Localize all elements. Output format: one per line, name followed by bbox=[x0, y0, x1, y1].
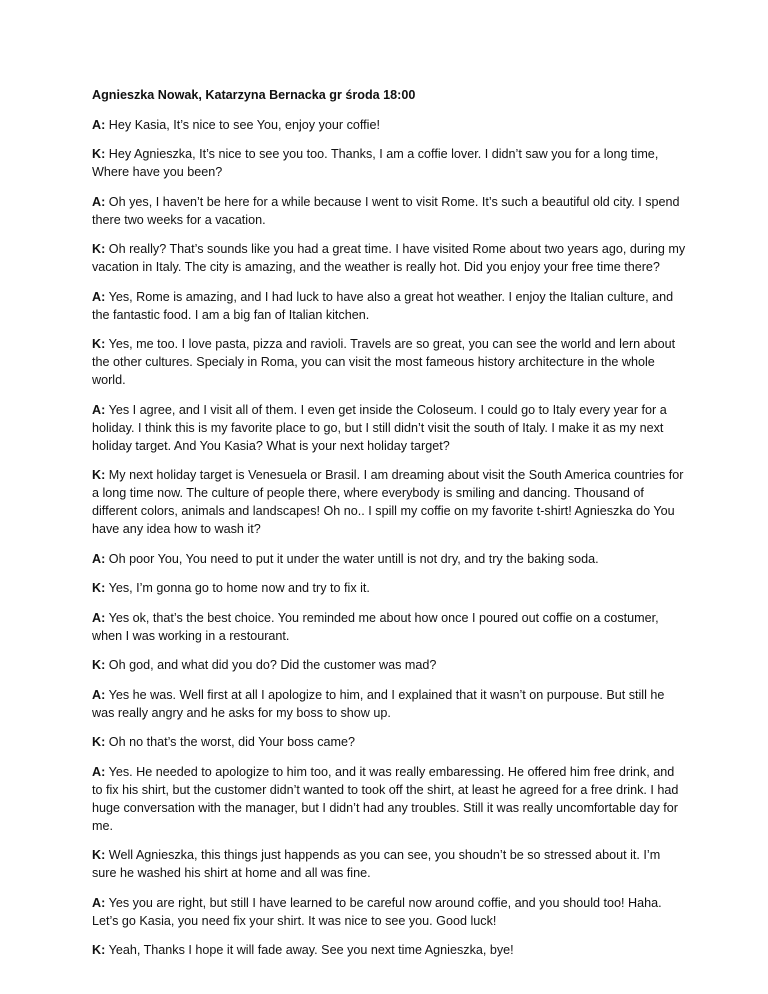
dialogue-text: Yes, I’m gonna go to home now and try to fix it. bbox=[108, 581, 370, 595]
dialogue-line bbox=[92, 686, 686, 722]
dialogue-line bbox=[92, 733, 686, 751]
speaker-label: A: bbox=[92, 117, 106, 132]
dialogue-text: Yes. He needed to apologize to him too, and it was really embaressing. He offered him free drink, and to fix his shirt, but the customer didn’t wanted to took off the shirt, at least he agreed for a free drink. I had huge conversation with the manager, but I didn’t had any troubles. Still it was really uncomfortable day for me. bbox=[92, 764, 679, 833]
dialogue-text: Yes he was. Well first at all I apologize to him, and I explained that it wasn’t on purpouse. But still he was really angry and he asks for my boss to show up. bbox=[92, 687, 665, 720]
dialogue-line bbox=[92, 941, 686, 959]
dialogue-text: My next holiday target is Venesuela or Brasil. I am dreaming about visit the South America countries for a long time now. The culture of people there, where everybody is smiling and dancing. Thousand of different colors, animals and landscapes! Oh no.. I spill my coffie on my favorite t-shirt! Agnieszka do You have any idea how to wash it? bbox=[92, 468, 684, 536]
dialogue-line bbox=[92, 401, 686, 455]
speaker-label: K: bbox=[92, 468, 106, 482]
speaker-label: A: bbox=[92, 402, 106, 417]
speaker-label: K: bbox=[92, 337, 106, 351]
speaker-label: A: bbox=[92, 551, 106, 566]
speaker-label: K: bbox=[92, 848, 106, 862]
speaker-label: K: bbox=[92, 943, 106, 957]
dialogue-line bbox=[92, 116, 686, 134]
speaker-label: A: bbox=[92, 194, 106, 209]
dialogue-line bbox=[92, 288, 686, 324]
dialogue-text: Oh no that’s the worst, did Your boss came? bbox=[108, 735, 355, 749]
dialogue-text: Hey Kasia, It’s nice to see You, enjoy your coffie! bbox=[108, 117, 380, 132]
speaker-label: A: bbox=[92, 764, 106, 779]
dialogue-line bbox=[92, 579, 686, 597]
dialogue-text: Oh poor You, You need to put it under the water untill is not dry, and try the baking soda. bbox=[108, 551, 599, 566]
dialogue-line bbox=[92, 763, 686, 835]
speaker-label: A: bbox=[92, 895, 106, 910]
speaker-label: K: bbox=[92, 735, 106, 749]
dialogue-line bbox=[92, 609, 686, 645]
dialogue-text: Yes I agree, and I visit all of them. I even get inside the Coloseum. I could go to Italy every year for a holiday. I think this is my favorite place to go, but I still didn’t visit the south of Italy. I make it as my next holiday target. And You Kasia? What is your next holiday target? bbox=[92, 402, 667, 453]
dialogue-line bbox=[92, 894, 686, 930]
speaker-label: K: bbox=[92, 242, 106, 256]
dialogue-text: Oh god, and what did you do? Did the customer was mad? bbox=[108, 658, 437, 672]
dialogue-line bbox=[92, 846, 686, 882]
dialogue-line bbox=[92, 193, 686, 229]
dialogue-text: Yes, Rome is amazing, and I had luck to have also a great hot weather. I enjoy the Italian culture, and the fantastic food. I am a big fan of Italian kitchen. bbox=[92, 289, 674, 322]
dialogue-text: Yes you are right, but still I have learned to be careful now around coffie, and you should too! Haha. Let’s go Kasia, you need fix your shirt. It was nice to see you. Good luck! bbox=[92, 895, 662, 928]
speaker-label: A: bbox=[92, 289, 106, 304]
dialogue-text: Oh really? That’s sounds like you had a great time. I have visited Rome about two years ago, during my vacation in Italy. The city is amazing, and the weather is really hot. Did you enjoy your free time there? bbox=[92, 242, 686, 274]
dialogue-text: Oh yes, I haven’t be here for a while because I went to visit Rome. It’s such a beautiful old city. I spend there two weeks for a vacation. bbox=[92, 194, 680, 227]
dialogue-line bbox=[92, 335, 686, 389]
speaker-label: A: bbox=[92, 687, 106, 702]
document-title: Agnieszka Nowak, Katarzyna Bernacka gr środa 18:00 bbox=[92, 88, 416, 102]
dialogue-text: Yeah, Thanks I hope it will fade away. See you next time Agnieszka, bye! bbox=[108, 943, 514, 957]
dialogue-line bbox=[92, 466, 686, 538]
dialogue-line bbox=[92, 240, 686, 276]
speaker-label: K: bbox=[92, 658, 106, 672]
speaker-label: A: bbox=[92, 610, 106, 625]
speaker-label: K: bbox=[92, 581, 106, 595]
dialogue-line bbox=[92, 656, 686, 674]
dialogue-text: Well Agnieszka, this things just happends as you can see, you shoudn’t be so stressed about it. I’m sure he washed his shirt at home and all was fine. bbox=[92, 848, 661, 880]
dialogue-text: Yes ok, that’s the best choice. You reminded me about how once I poured out coffie on a costumer, when I was working in a restourant. bbox=[92, 610, 659, 643]
dialogue-text: Yes, me too. I love pasta, pizza and ravioli. Travels are so great, you can see the world and lern about the other cultures. Specialy in Roma, you can visit the most fameous history architecture in the whole world. bbox=[92, 337, 676, 387]
document-body bbox=[92, 86, 686, 971]
dialogue-line bbox=[92, 145, 686, 181]
speaker-label: K: bbox=[92, 147, 106, 161]
dialogue-text: Hey Agnieszka, It’s nice to see you too. Thanks, I am a coffie lover. I didn’t saw you for a long time, Where have you been? bbox=[92, 147, 659, 179]
dialogue-line bbox=[92, 550, 686, 568]
